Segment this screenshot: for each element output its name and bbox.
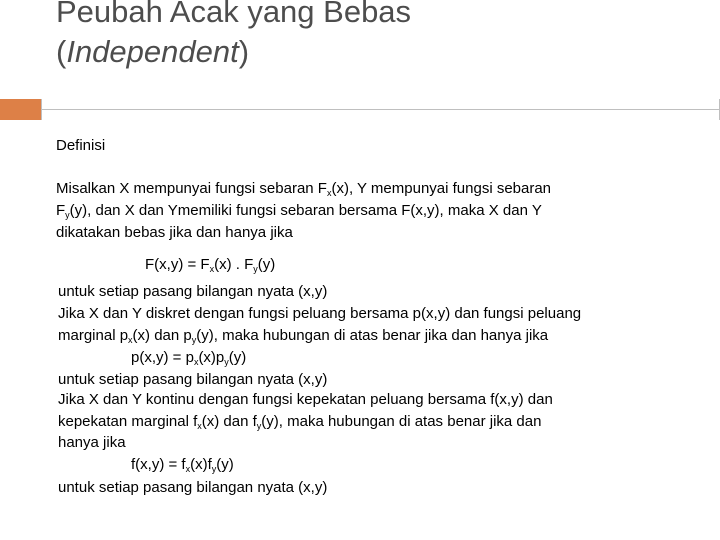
accent-bar bbox=[0, 99, 41, 120]
text: (x) dan f bbox=[201, 413, 257, 430]
subscript: y bbox=[253, 264, 258, 274]
text: p(x,y) = p bbox=[131, 349, 194, 366]
subscript: x bbox=[197, 421, 202, 431]
formula-2 bbox=[131, 347, 246, 369]
para1-line2 bbox=[56, 200, 542, 222]
title-paren-open: ( bbox=[56, 34, 67, 69]
text: (y) bbox=[228, 349, 247, 366]
definition-label: Definisi bbox=[56, 137, 106, 154]
subscript: x bbox=[193, 357, 199, 367]
formula-1 bbox=[145, 254, 275, 276]
text: F bbox=[56, 202, 66, 219]
subscript: y bbox=[256, 421, 262, 431]
discrete-line2 bbox=[58, 325, 548, 347]
para1-line3: dikatakan bebas jika dan hanya jika bbox=[56, 224, 293, 241]
condition-1: untuk setiap pasang bilangan nyata (x,y) bbox=[58, 283, 328, 300]
slide-title bbox=[56, 0, 411, 72]
text: (y), maka hubungan di atas benar jika dan hanya jika bbox=[196, 327, 549, 344]
text: f(x,y) = f bbox=[131, 456, 186, 473]
subscript: y bbox=[65, 210, 70, 220]
text: kepekatan marginal f bbox=[58, 413, 198, 430]
divider-line bbox=[41, 109, 720, 110]
text: Misalkan X mempunyai fungsi sebaran F bbox=[56, 180, 327, 197]
title-italic: Independent bbox=[66, 34, 239, 69]
subscript: y bbox=[211, 464, 217, 474]
title-paren-close: ) bbox=[238, 34, 250, 69]
continuous-line3: hanya jika bbox=[58, 434, 126, 451]
text: (y), maka hubungan di atas benar jika dan bbox=[261, 413, 542, 430]
subscript: x bbox=[326, 188, 332, 198]
subscript: x bbox=[209, 264, 215, 274]
text: (x)f bbox=[190, 456, 212, 473]
title-line-1: Peubah Acak yang Bebas bbox=[56, 0, 412, 29]
subscript: y bbox=[224, 357, 229, 367]
subscript: x bbox=[128, 335, 133, 345]
text: (y) bbox=[216, 456, 234, 473]
continuous-line2 bbox=[58, 411, 541, 433]
text: marginal p bbox=[58, 327, 129, 344]
text: (x)p bbox=[198, 349, 225, 366]
text: (x) dan p bbox=[132, 327, 192, 344]
text: (y), dan X dan Ymemiliki fungsi sebaran bersama F(x,y), maka X dan Y bbox=[69, 202, 542, 219]
para1-line1 bbox=[56, 178, 551, 200]
subscript: y bbox=[191, 335, 197, 345]
condition-3: untuk setiap pasang bilangan nyata (x,y) bbox=[58, 479, 328, 496]
title-line-2 bbox=[56, 32, 411, 72]
condition-2: untuk setiap pasang bilangan nyata (x,y) bbox=[58, 371, 328, 388]
text: (x) . F bbox=[214, 256, 254, 273]
text: F(x,y) = F bbox=[145, 256, 210, 273]
text: (x), Y mempunyai fungsi sebaran bbox=[331, 180, 552, 197]
discrete-line1: Jika X dan Y diskret dengan fungsi peluang bersama p(x,y) dan fungsi peluang bbox=[58, 305, 582, 322]
subscript: x bbox=[185, 464, 191, 474]
formula-3 bbox=[131, 454, 234, 476]
divider-tick bbox=[41, 99, 42, 120]
text: (y) bbox=[257, 256, 276, 273]
continuous-line1: Jika X dan Y kontinu dengan fungsi kepekatan peluang bersama f(x,y) dan bbox=[58, 391, 553, 408]
